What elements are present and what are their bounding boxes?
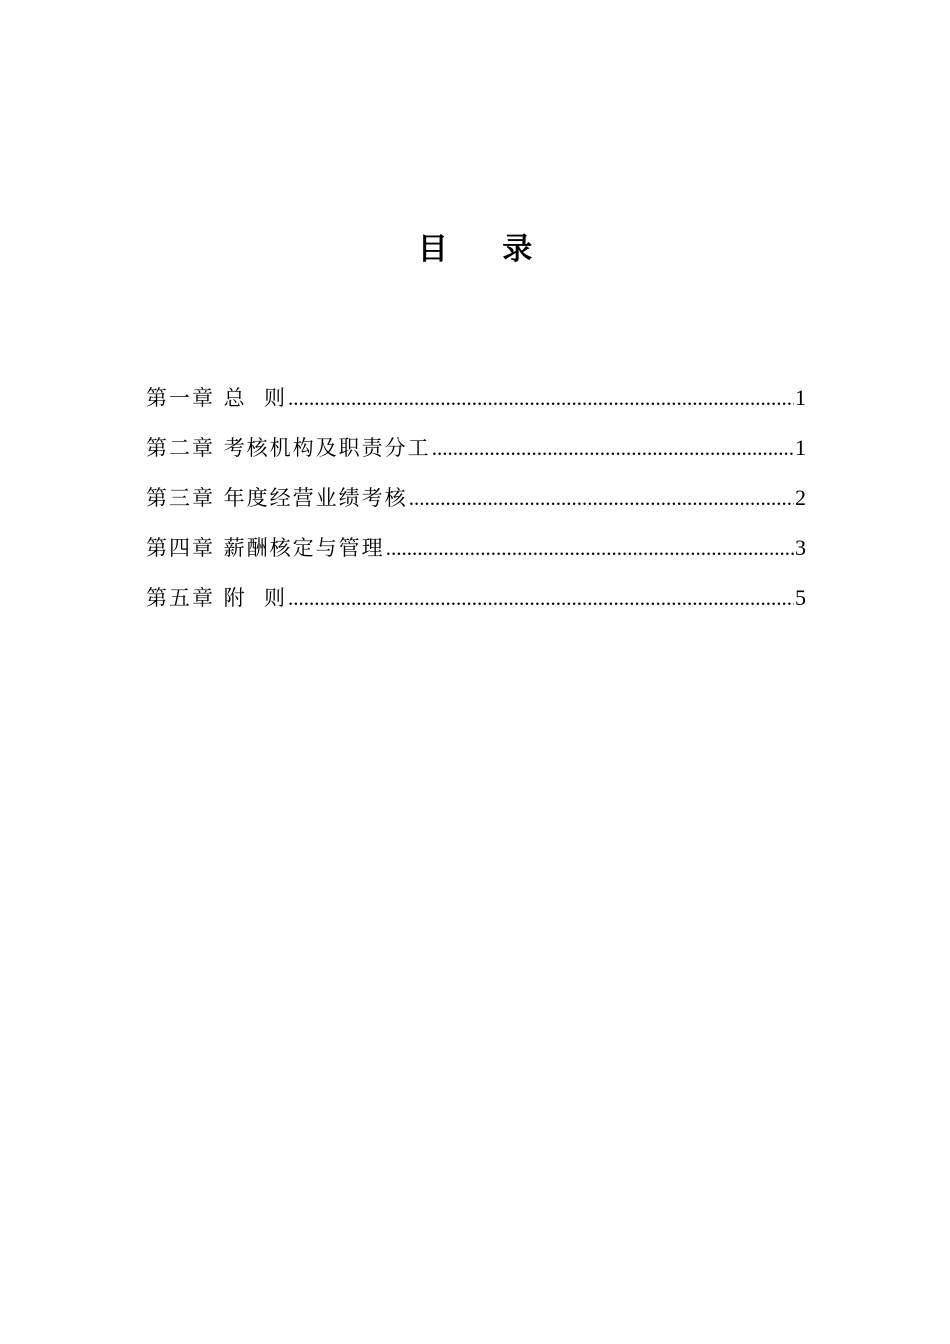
toc-entry-label: 第三章 年度经营业绩考核 bbox=[146, 486, 408, 510]
toc-page-number: 2 bbox=[795, 485, 806, 510]
toc-entry-chapter-3[interactable] bbox=[146, 480, 806, 530]
toc-entry-chapter-1[interactable] bbox=[146, 380, 806, 430]
toc-dot-leader bbox=[432, 430, 794, 466]
toc-page-number: 1 bbox=[795, 385, 806, 410]
toc-page-number: 3 bbox=[795, 535, 806, 560]
toc-entry-label: 第二章 考核机构及职责分工 bbox=[146, 436, 431, 460]
toc-page-number: 5 bbox=[795, 585, 806, 610]
toc-dot-leader bbox=[409, 480, 794, 516]
toc-entry-chapter-4[interactable] bbox=[146, 530, 806, 580]
toc-dot-leader bbox=[386, 530, 794, 566]
toc-page-number: 1 bbox=[795, 435, 806, 460]
toc-dot-leader bbox=[288, 380, 794, 416]
page-title: 目 录 bbox=[417, 232, 555, 267]
table-of-contents bbox=[146, 380, 806, 630]
toc-entry-label: 第五章 附 则 bbox=[146, 586, 288, 610]
toc-entry-label: 第四章 薪酬核定与管理 bbox=[146, 536, 385, 560]
toc-entry-chapter-2[interactable] bbox=[146, 430, 806, 480]
toc-entry-label: 第一章 总 则 bbox=[146, 386, 288, 410]
toc-dot-leader bbox=[288, 580, 794, 616]
toc-entry-chapter-5[interactable] bbox=[146, 580, 806, 630]
